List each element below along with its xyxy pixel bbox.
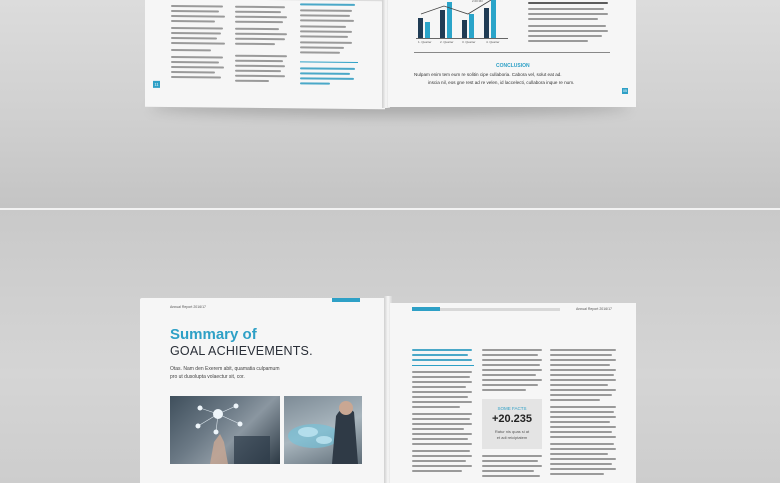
conclusion-text-line1: Nulpam enim tem eum re solitin cipe cullaboria. Cabora vel, solut eat ad. <box>414 72 562 77</box>
bottom-right-page <box>390 303 636 483</box>
bottom-left-accent-bar <box>332 298 360 302</box>
top-left-page <box>145 0 385 109</box>
chart-value-label: 2.00 Mil <box>472 0 483 3</box>
conclusion-divider <box>414 52 610 53</box>
summary-intro-line1: Otas. Nam den Exerem abit, quamatia culpamum <box>170 366 280 372</box>
top-left-col-1 <box>145 0 385 1</box>
top-left-col-3 <box>145 0 385 1</box>
bottom-left-page <box>140 298 388 483</box>
top-bar-chart <box>416 0 508 39</box>
facts-caption-line2: et adi reiciptatem <box>496 435 528 440</box>
facts-box <box>482 399 542 449</box>
summary-title-line1: Summary of <box>170 326 257 343</box>
top-right-page <box>388 0 636 107</box>
chart-trend-line <box>416 0 508 38</box>
conclusion-heading: CONCLUSION <box>496 63 530 69</box>
top-left-page-number: 11 <box>154 81 159 87</box>
top-left-col-2 <box>145 0 385 1</box>
axis-label-q1: 1. Quarter <box>418 40 432 44</box>
summary-title-line2: GOAL ACHIEVEMENTS. <box>170 344 313 358</box>
top-right-page-number: 05 <box>623 89 627 93</box>
conclusion-text-line2: inscia nil, eos gne rest ad re velen, id laccelecti, cullabora inque re num. <box>428 80 575 85</box>
bottom-right-header-rule <box>440 308 560 311</box>
bottom-right-header: Annual Report 2016/17 <box>576 307 612 311</box>
photo-touch-interface <box>170 396 280 464</box>
photo-world-map <box>284 396 362 464</box>
bottom-left-header: Annual Report 2016/17 <box>170 305 206 309</box>
axis-label-q4: 4. Quarter <box>486 40 500 44</box>
facts-value: +20.235 <box>491 413 533 425</box>
network-icon <box>170 396 280 464</box>
axis-label-q2: 2. Quarter <box>440 40 454 44</box>
world-map-icon <box>284 396 362 464</box>
summary-intro-line2: pro ut dusolupta volaectur sit, cor. <box>170 374 245 380</box>
bottom-right-accent-bar <box>412 307 440 311</box>
facts-label: SOME FACTS <box>497 406 527 411</box>
facts-caption-line1: Ratur nis quas si at <box>494 429 530 434</box>
axis-label-q3: 3. Quarter <box>462 40 476 44</box>
